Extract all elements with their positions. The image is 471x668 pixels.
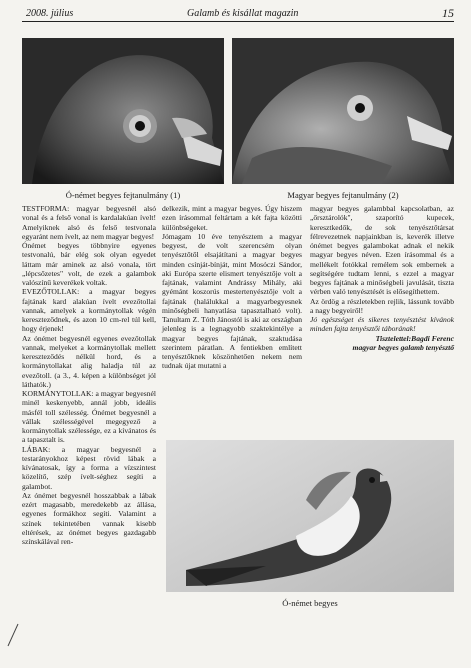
paragraph: delkezik, mint a magyar begyes. Úgy hiszem ezen írásommal feltártam a két fajta közötti különbségeket. [162, 204, 302, 232]
closing-wish: Jó egészséget és sikeres tenyésztést kívánok minden fajta tenyésztői táborának! [310, 315, 454, 334]
issue-date: 2008. július [26, 8, 74, 19]
author-title: magyar begyes galamb tenyésztő [352, 342, 454, 352]
paragraph: magyar begyes galambbal kapcsolatban, az „őrsztárolók", szaporító kupecek, keresztkedők, de sok tenyésztőtársat félrevezetnek napjainkban is, keverék illetve ónémet begyes galambokat adnak el nekik magyar begyes néven. Ezen írásommal és a mellékelt fotókkal remélem sok embernek a segítségére tudtam lenni, s ezzel a magyar begyes fajtának a minőségbeli javulását, tiszta vérben való tenyésztését is elősegíthettem. [310, 204, 454, 297]
photo3-caption: Ó-német begyes [282, 598, 338, 608]
photo2-caption: Magyar begyes fejtanulmány (2) [287, 190, 399, 200]
magazine-title: Galamb és kisállat magazin [187, 8, 299, 19]
photo-old-german-bird [166, 440, 454, 592]
paragraph: KORMÁNYTOLLAK: a magyar begyesnél minél keskenyebb, annál jobb, ideális másfél toll szélesség. Ónémet begyesnél a vállak szélességével megegyező a kormánytollak szélessége, ez a kívánatos és a tapasztalt is. [22, 389, 156, 445]
paragraph: Jómagam 10 éve tenyésztem a magyar begyest, de volt szerencsém olyan tenyésztőtől elsajátítani a magyar begyes minden csínját-bínját, mint Mosóczi Sándor, aki Európa szerte elismert tenyésztője volt a fajtának, valamint Andrássy Mihály, aki gyémánt koszorús mestertenyésztője volt a fajtának (halálukkal a magyarbegyesnek minőségbeli hanyatlása tapasztalható volt). Tanultam Z. Tóth Jánostól is aki az országban jelenleg is a legnagyobb szaktekintélye a magyar begyes fajtának, szaktudása szerintem páratlan. A fentiekben említett tenyésztőknek köszönhetően nekem nem tudnak újat mutatni a [162, 231, 302, 371]
paragraph: LÁBAK: a magyar begyesnél a testarányokhoz képest rövid lábak a kívánatosak, így a forma a vízszintest közelítő, szép ívelt-séghez segíti a galambot. [22, 444, 156, 491]
article-column-2 [162, 204, 302, 371]
paragraph: Az ónémet begyesnél egyenes evezőtollak vannak, melyeket a kormánytollak mellett kereszteződés nélkül hord, és a kormánytollakat alig haladja túl az evezőtoll. (a 3., 4. képen a különbséget jól láthatók.) [22, 333, 156, 389]
header-divider [22, 21, 454, 22]
page-number: 15 [442, 6, 454, 20]
article-column-1 [22, 204, 156, 546]
paragraph: Az ónémet begyesnél hosszabbak a lábak ezért magasabb, meredekebb az állása, egyenes formákhoz segíti. Valamint a színek tekintetében vannak kisebb eltérések, az ónémet begyes gazdagabb színskálával ren- [22, 490, 156, 546]
paragraph: TESTFORMA: magyar begyesnél alsó vonal és a felső vonal is kardalakúan ívelt! Amelyiknek alsó és felső testvonala egyaránt nem ívelt, az nem magyar begyes! [22, 204, 156, 241]
photo-hungarian-head [232, 38, 454, 184]
paragraph: Ónémet begyes többnyire egyenes testvonalú, bár elég sok olyan egyedet láttam már aminek az alsó vonala, tört „lépcsőzetes" volt, de ezek a galambok valószínű keverékek voltak. [22, 241, 156, 287]
paragraph: Az ördög a részletekben rejlik, lássunk tovább a nagy begyeiről! [310, 296, 454, 315]
scan-mark-icon [6, 622, 20, 648]
paragraph: EVEZŐTOLLAK: a magyar begyes fajtának kard alakúan ívelt evezőtollai vannak, amelyek a kormánytollak végén kereszteződnek, és azon 10 cm-rel túl kell, hogy érjenek! [22, 287, 156, 334]
author-signature: Tisztelettel:Bagdi Ferenc [375, 333, 454, 343]
photo-old-german-head [22, 38, 224, 184]
page-header [22, 6, 454, 22]
photo1-caption: Ó-német begyes fejtanulmány (1) [65, 190, 181, 200]
article-column-3 [310, 204, 454, 352]
